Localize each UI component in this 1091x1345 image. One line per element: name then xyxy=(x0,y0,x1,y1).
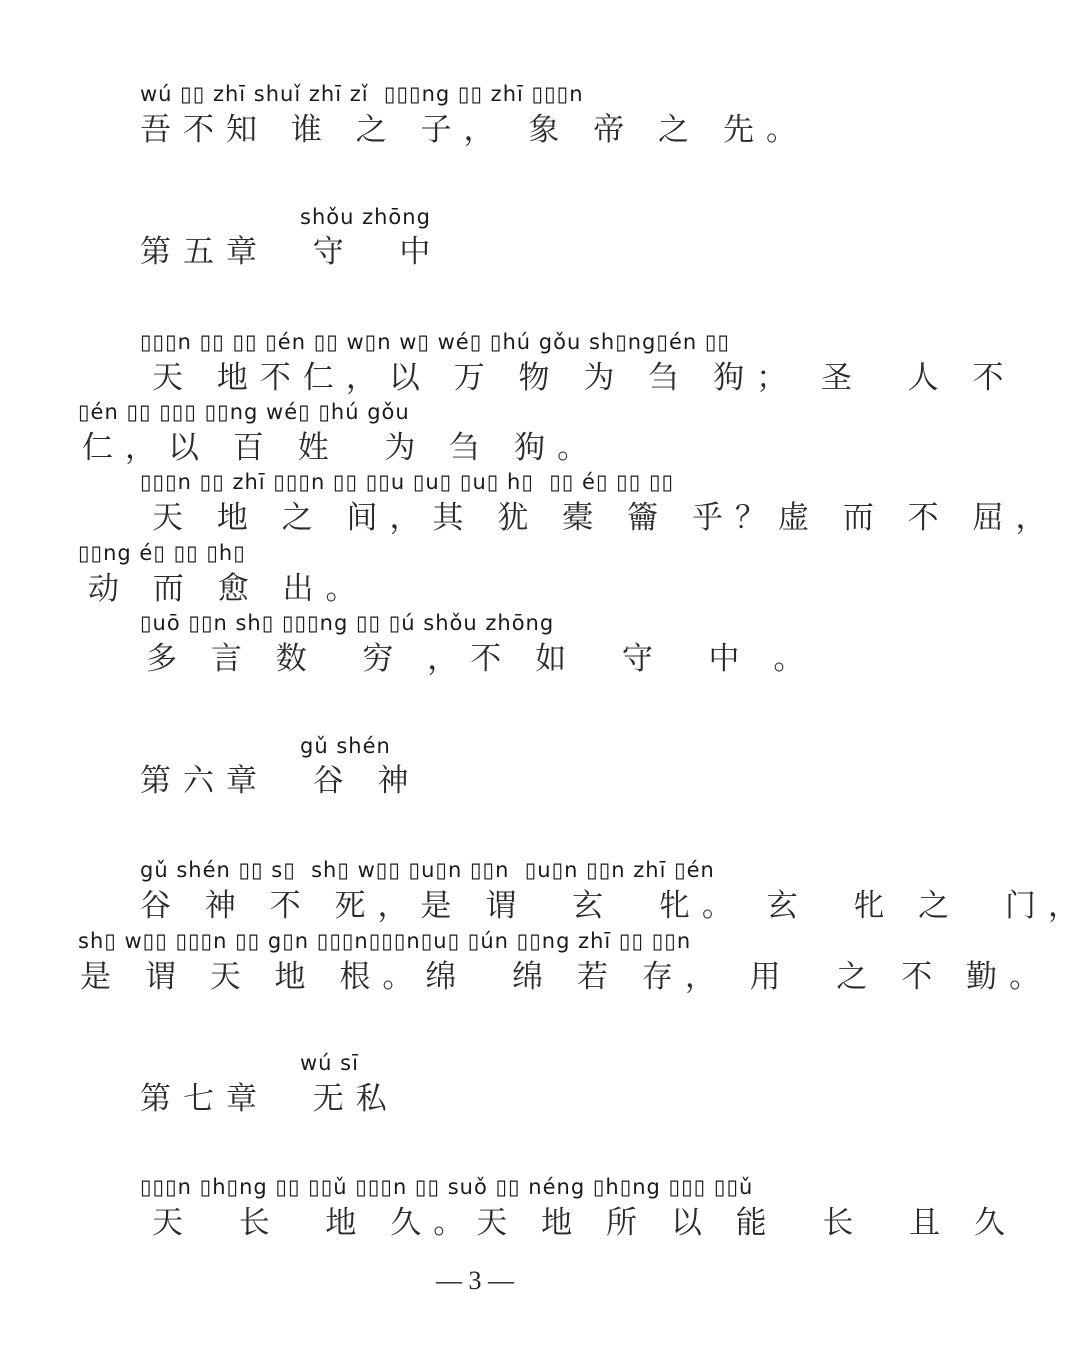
pinyin-line: ▯▯▯n ▯h▯ng ▯▯ ▯▯ǔ ▯▯▯n ▯▯ suǒ ▯▯ néng ▯h▯ng ▯▯▯ ▯▯ǔ xyxy=(140,1175,754,1199)
hanzi-line: 天 长 地 久。天 地 所 以 能 长 且 久 xyxy=(152,1205,1017,1241)
heading-pinyin: shǒu zhōng xyxy=(300,205,431,229)
pinyin-line: ▯▯▯n ▯▯ zhī ▯▯▯n ▯▯ ▯▯u ▯u▯ ▯u▯ h▯ ▯▯ é▯ ▯▯ ▯▯ xyxy=(140,470,675,494)
heading-title: 第五章 守 中 xyxy=(140,234,443,270)
hanzi-line: 仁，以 百 姓 为 刍 狗。 xyxy=(82,430,601,466)
pinyin-line: wú ▯▯ zhī shuǐ zhī zǐ ▯▯▯ng ▯▯ zhī ▯▯▯n xyxy=(140,82,584,106)
heading-title: 第七章 无私 xyxy=(140,1081,399,1117)
page-number: — 3 — xyxy=(436,1266,514,1295)
hanzi-line: 天 地不仁，以 万 物 为 刍 狗； 圣 人 不 xyxy=(152,360,1016,396)
hanzi-line: 谷 神 不 死，是 谓 玄 牝。 玄 牝 之 门， xyxy=(140,888,1091,924)
pinyin-line: ▯uō ▯▯n sh▯ ▯▯▯ng ▯▯ ▯ú shǒu zhōng xyxy=(140,611,555,635)
heading-pinyin: gǔ shén xyxy=(300,734,391,758)
hanzi-line: 是 谓 天 地 根。绵 绵 若 存， 用 之 不 勤。 xyxy=(80,959,1053,995)
hanzi-line: 动 而 愈 出。 xyxy=(88,571,369,607)
pinyin-line: ▯én ▯▯ ▯▯▯ ▯▯ng wé▯ ▯hú gǒu xyxy=(78,400,410,424)
pinyin-line: sh▯ w▯▯ ▯▯▯n ▯▯ g▯n ▯▯▯n▯▯▯n▯u▯ ▯ún ▯▯ng zhī ▯▯ ▯▯n xyxy=(78,929,692,953)
heading-title: 第六章 谷 神 xyxy=(140,763,421,799)
hanzi-line: 天 地 之 间，其 犹 橐 籥 乎？虚 而 不 屈， xyxy=(152,500,1059,536)
heading-pinyin: wú sī xyxy=(300,1051,359,1075)
hanzi-line: 吾不知 谁 之 子， 象 帝 之 先。 xyxy=(140,112,809,148)
pinyin-line: ▯▯ng é▯ ▯▯ ▯h▯ xyxy=(78,541,246,565)
pinyin-line: ▯▯▯n ▯▯ ▯▯ ▯én ▯▯ w▯n w▯ wé▯ ▯hú gǒu sh▯ng▯én ▯▯ xyxy=(140,330,730,354)
pinyin-line: gǔ shén ▯▯ s▯ sh▯ w▯▯ ▯u▯n ▯▯n ▯u▯n ▯▯n zhī ▯én xyxy=(140,858,715,882)
hanzi-line: 多 言 数 穷 ，不 如 守 中 。 xyxy=(146,641,817,677)
